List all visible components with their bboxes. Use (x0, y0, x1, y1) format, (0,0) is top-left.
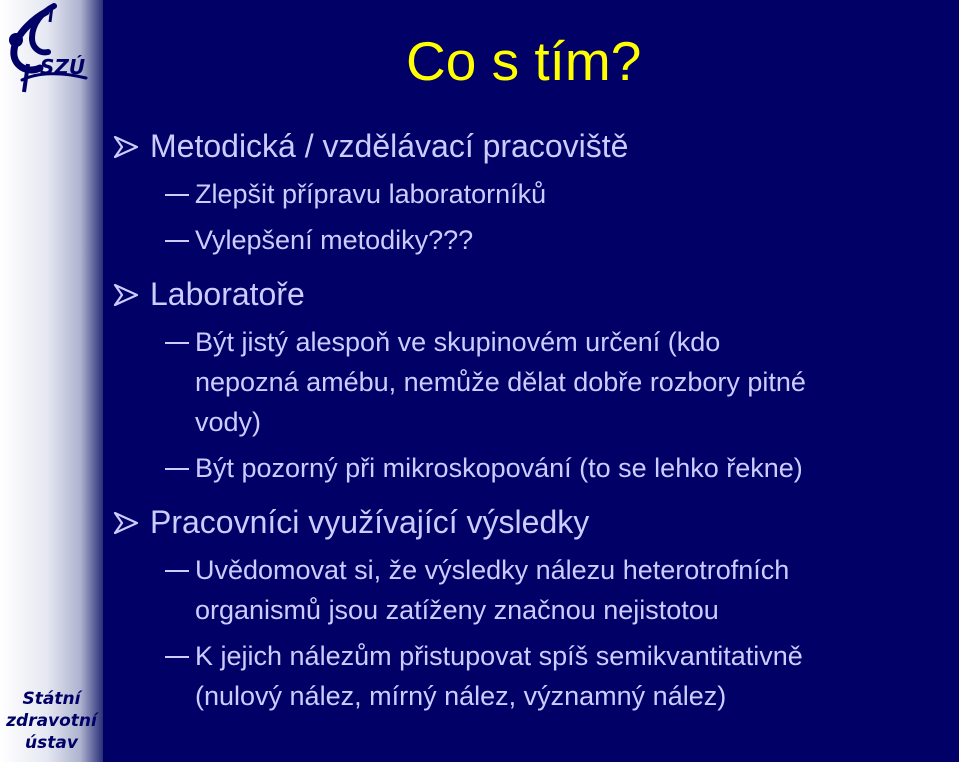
bullet-laboratore (113, 272, 959, 316)
sub-bullet-line: K jejich nálezům přistupovat spíš semikvantitativně (195, 641, 803, 671)
bullet-text: Metodická / vzdělávací pracoviště (150, 128, 629, 164)
sub-bullet-line: (nulový nález, mírný nález, významný nález) (195, 681, 727, 711)
sub-bullet-line: organismů jsou zatíženy značnou nejistotou (195, 595, 719, 625)
caption-line-1: Státní (22, 689, 81, 709)
sidebar-panel (0, 0, 103, 762)
institute-caption (0, 688, 103, 754)
sub-bullet-line: vody) (195, 407, 262, 437)
caption-line-2: zdravotní (6, 711, 97, 731)
logo-text: SZÚ (40, 55, 86, 79)
arrowhead-bullet-icon (113, 511, 139, 535)
sub-bullet (113, 636, 959, 716)
dash-icon (165, 240, 189, 242)
dash-icon (165, 468, 189, 470)
caption-line-3: ústav (25, 733, 78, 753)
sub-bullet-line: Být jistý alespoň ve skupinovém určení (kdo (195, 327, 721, 357)
sub-bullet-line: nepozná amébu, nemůže dělat dobře rozbory pitné (195, 367, 806, 397)
sub-bullet-line: Zlepšit přípravu laboratorníků (195, 179, 547, 209)
arrowhead-bullet-icon (113, 283, 139, 307)
slide-content (113, 124, 959, 716)
dash-icon (165, 570, 189, 572)
slide-title: Co s tím? (406, 30, 642, 92)
sub-bullet (113, 448, 959, 488)
sub-bullet (113, 220, 959, 260)
sub-bullet (113, 550, 959, 630)
sub-bullet (113, 174, 959, 214)
sub-bullet-line: Uvědomovat si, že výsledky nálezu heterotrofních (195, 555, 790, 585)
dash-icon (165, 656, 189, 658)
sub-bullet-line: Vylepšení metodiky??? (195, 225, 474, 255)
bullet-text: Pracovníci využívající výsledky (150, 504, 590, 540)
dash-icon (165, 194, 189, 196)
arrowhead-bullet-icon (113, 135, 139, 159)
bullet-metodicka (113, 124, 959, 168)
sub-bullet-line: Být pozorný při mikroskopování (to se lehko řekne) (195, 453, 803, 483)
bullet-text: Laboratoře (150, 276, 305, 312)
bullet-pracovnici (113, 500, 959, 544)
dash-icon (165, 342, 189, 344)
sub-bullet (113, 322, 959, 442)
szu-logo-icon (2, 2, 98, 94)
